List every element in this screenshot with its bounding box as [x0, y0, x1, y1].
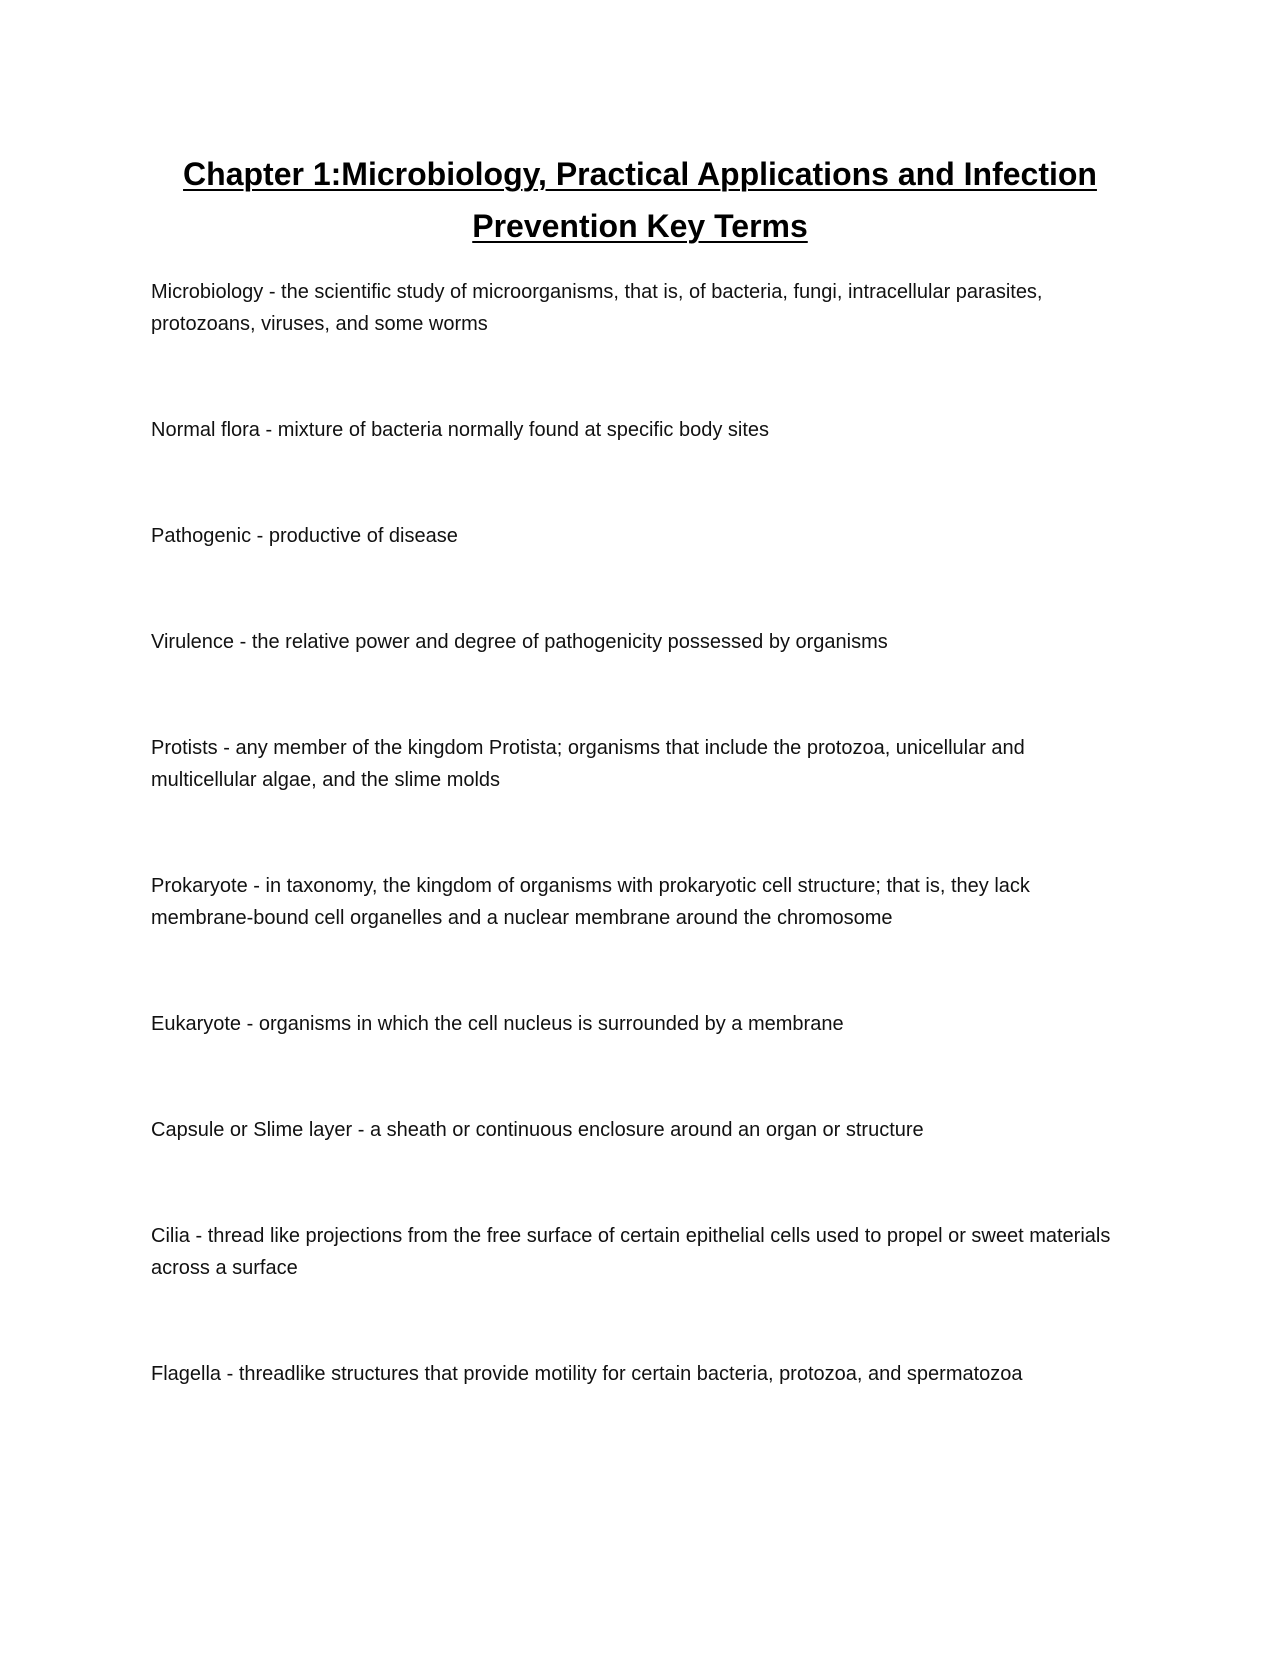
term-definition: the scientific study of microorganisms, that is, of bacteria, fungi, intracellular parasites, protozoans, viruses, and some worms: [151, 281, 1043, 335]
term-definition: threadlike structures that provide motility for certain bacteria, protozoa, and spermatozoa: [238, 1363, 1023, 1385]
term-name: Prokaryote: [151, 875, 248, 897]
term-separator: -: [189, 1225, 208, 1247]
term-name: Cilia: [151, 1225, 190, 1247]
term-separator: -: [263, 281, 282, 303]
term-separator: -: [259, 419, 278, 441]
term-pathogenic: [151, 520, 1131, 552]
term-name: Pathogenic: [151, 525, 252, 547]
term-microbiology: [151, 276, 1131, 340]
term-definition: thread like projections from the free surface of certain epithelial cells used to propel or sweet materials across a surface: [151, 1225, 1111, 1279]
term-name: Eukaryote: [151, 1013, 242, 1035]
term-separator: -: [352, 1119, 370, 1141]
term-name: Virulence: [151, 631, 235, 653]
page-title: Chapter 1:Microbiology, Practical Applications and Infection Prevention Key Terms: [183, 156, 1097, 244]
term-definition: a sheath or continuous enclosure around an organ or structure: [369, 1119, 924, 1141]
term-definition: in taxonomy, the kingdom of organisms with prokaryotic cell structure; that is, they lack membrane-bound cell organelles and a nuclear membrane around the chromosome: [151, 875, 1030, 929]
term-eukaryote: [151, 1008, 1131, 1040]
term-name: Capsule or Slime layer: [151, 1119, 353, 1141]
term-name: Protists: [151, 737, 218, 759]
term-definition: mixture of bacteria normally found at specific body sites: [277, 419, 770, 441]
term-definition: any member of the kingdom Protista; organisms that include the protozoa, unicellular and multicellular algae, and the slime molds: [151, 737, 1025, 791]
term-capsule-or-slime-layer: [151, 1114, 1131, 1146]
term-name: Flagella: [151, 1363, 222, 1385]
term-normal-flora: [151, 414, 1131, 446]
term-separator: -: [241, 1013, 259, 1035]
term-definition: productive of disease: [268, 525, 458, 547]
term-cilia: [151, 1220, 1131, 1284]
term-name: Microbiology: [151, 281, 264, 303]
term-definition: organisms in which the cell nucleus is surrounded by a membrane: [258, 1013, 844, 1035]
term-separator: -: [217, 737, 236, 759]
term-protists: [151, 732, 1131, 796]
term-separator: -: [234, 631, 252, 653]
key-terms-list: [151, 276, 1131, 1390]
term-separator: -: [221, 1363, 239, 1385]
term-separator: -: [247, 875, 266, 897]
term-prokaryote: [151, 870, 1131, 934]
term-separator: -: [251, 525, 269, 547]
term-flagella: [151, 1358, 1131, 1390]
term-virulence: [151, 626, 1131, 658]
term-name: Normal flora: [151, 419, 260, 441]
term-definition: the relative power and degree of pathogenicity possessed by organisms: [251, 631, 888, 653]
